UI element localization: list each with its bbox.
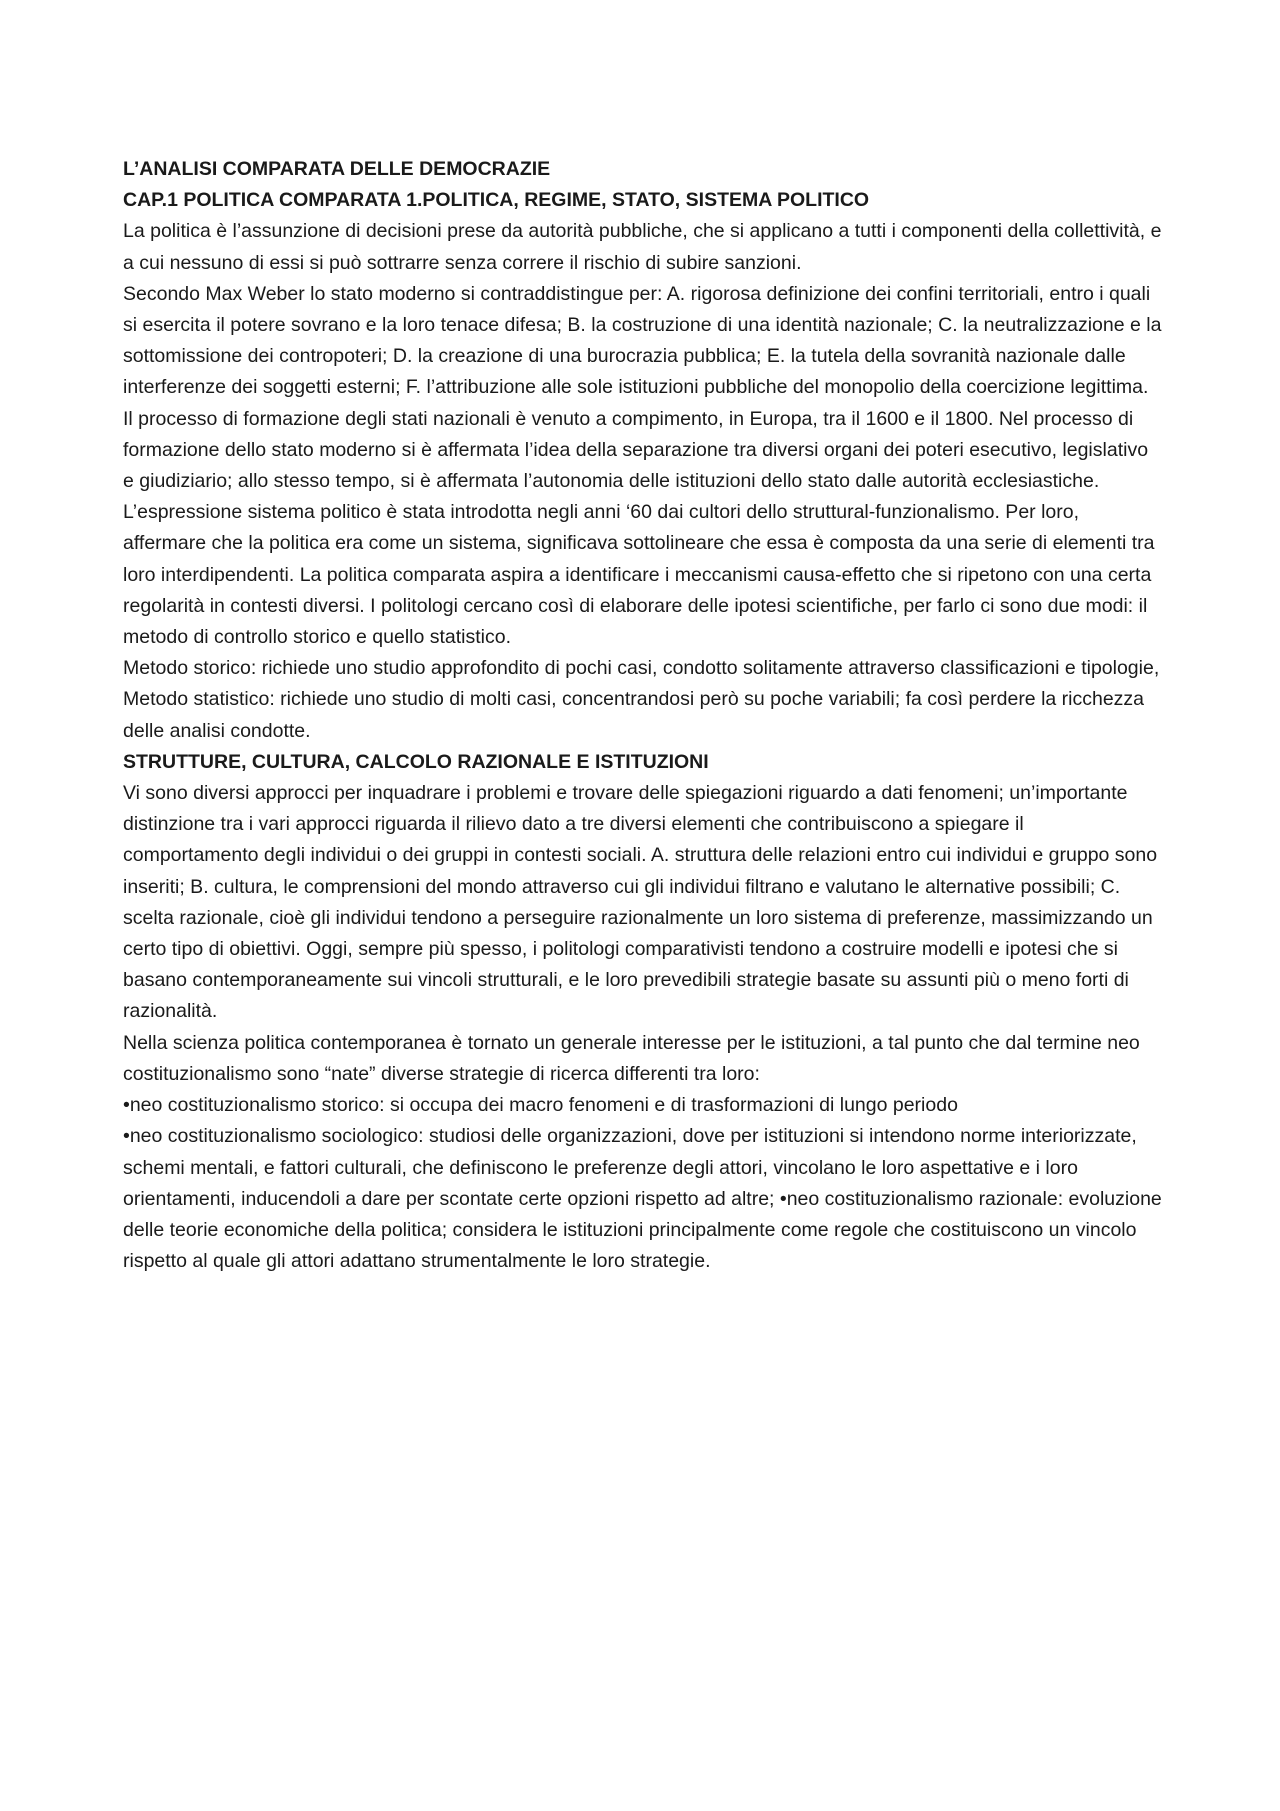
section-heading-strutture: STRUTTURE, CULTURA, CALCOLO RAZIONALE E ISTITUZIONI [123, 750, 709, 773]
paragraph-approcci: Vi sono diversi approcci per inquadrare i problemi e trovare delle spiegazioni riguardo a dati fenomeni; un’importante distinzione tra i vari approcci riguarda il rilievo dato a tre diversi elementi che contribuiscono a spiegare il comportamento degli individui o dei gruppi in contesti sociali. A. struttura delle relazioni entro cui individui e gruppo sono inseriti; B. cultura, le comprensioni del mondo attraverso cui gli individui filtrano e valutano le alternative possibili; C. scelta razionale, cioè gli individui tendono a perseguire razionalmente un loro sistema di preferenze, massimizzando un certo tipo di obiettivi. Oggi, sempre più spesso, i politologi comparativisti tendono a costruire modelli e ipotesi che si basano contemporaneamente sui vincoli strutturali, e le loro prevedibili strategie basate su assunti più o meno forti di razionalità. [123, 782, 1158, 1023]
document-page [123, 154, 1163, 1277]
paragraph-politica-definition: La politica è l’assunzione di decisioni prese da autorità pubbliche, che si applicano a tutti i componenti della collettività, e a cui nessuno di essi si può sottrarre senza correre il rischio di subire sanzioni. [123, 220, 1162, 274]
document-title: L’ANALISI COMPARATA DELLE DEMOCRAZIE [123, 158, 551, 180]
paragraph-metodi: Metodo storico: richiede uno studio approfondito di pochi casi, condotto solitamente attraverso classificazioni e tipologie, Metodo statistico: richiede uno studio di molti casi, concentrandosi però su poche variabili; fa così perdere la ricchezza delle analisi condotte. [123, 657, 1160, 742]
bullet-neo-storico: •neo costituzionalismo storico: si occupa dei macro fenomeni e di trasformazioni di lungo periodo [123, 1094, 958, 1117]
paragraph-sistema-politico: L’espressione sistema politico è stata introdotta negli anni ‘60 dai cultori dello struttural-funzionalismo. Per loro, affermare che la politica era come un sistema, significava sottolineare che essa è composta da una serie di elementi tra loro interdipendenti. La politica comparata aspira a identificare i meccanismi causa-effetto che si ripetono con una certa regolarità in contesti diversi. I politologi cercano così di elaborare delle ipotesi scientifiche, per farlo ci sono due modi: il metodo di controllo storico e quello statistico. [123, 501, 1155, 649]
bullet-neo-sociologico: •neo costituzionalismo sociologico: studiosi delle organizzazioni, dove per istituzioni si intendono norme interiorizzate, schemi mentali, e fattori culturali, che definiscono le preferenze degli attori, vincolano le loro aspettative e i loro orientamenti, inducendoli a dare per scontate certe opzioni rispetto ad altre; •neo costituzionalismo razionale: evoluzione delle teorie economiche della politica; considera le istituzioni principalmente come regole che costituiscono un vincolo rispetto al quale gli attori adattano strumentalmente le loro strategie. [123, 1125, 1162, 1273]
paragraph-weber-stato-moderno: Secondo Max Weber lo stato moderno si contraddistingue per: A. rigorosa definizione dei confini territoriali, entro i quali si esercita il potere sovrano e la loro tenace difesa; B. la costruzione di una identità nazionale; C. la neutralizzazione e la sottomissione dei contropoteri; D. la creazione di una burocrazia pubblica; E. la tutela della sovranità nazionale dalle interferenze dei soggetti esterni; F. l’attribuzione alle sole istituzioni pubbliche del monopolio della coercizione legittima. [123, 282, 1162, 399]
paragraph-formazione-stati: Il processo di formazione degli stati nazionali è venuto a compimento, in Europa, tra il 1600 e il 1800. Nel processo di formazione dello stato moderno si è affermata l’idea della separazione tra diversi organi dei poteri esecutivo, legislativo e giudiziario; allo stesso tempo, si è affermata l’autonomia delle istituzioni dello stato dalle autorità ecclesiastiche. [123, 407, 1149, 493]
paragraph-istituzioni: Nella scienza politica contemporanea è tornato un generale interesse per le istituzioni, a tal punto che dal termine neo costituzionalismo sono “nate” diverse strategie di ricerca differenti tra loro: [123, 1031, 1140, 1085]
chapter-heading: CAP.1 POLITICA COMPARATA 1.POLITICA, REGIME, STATO, SISTEMA POLITICO [123, 189, 870, 212]
